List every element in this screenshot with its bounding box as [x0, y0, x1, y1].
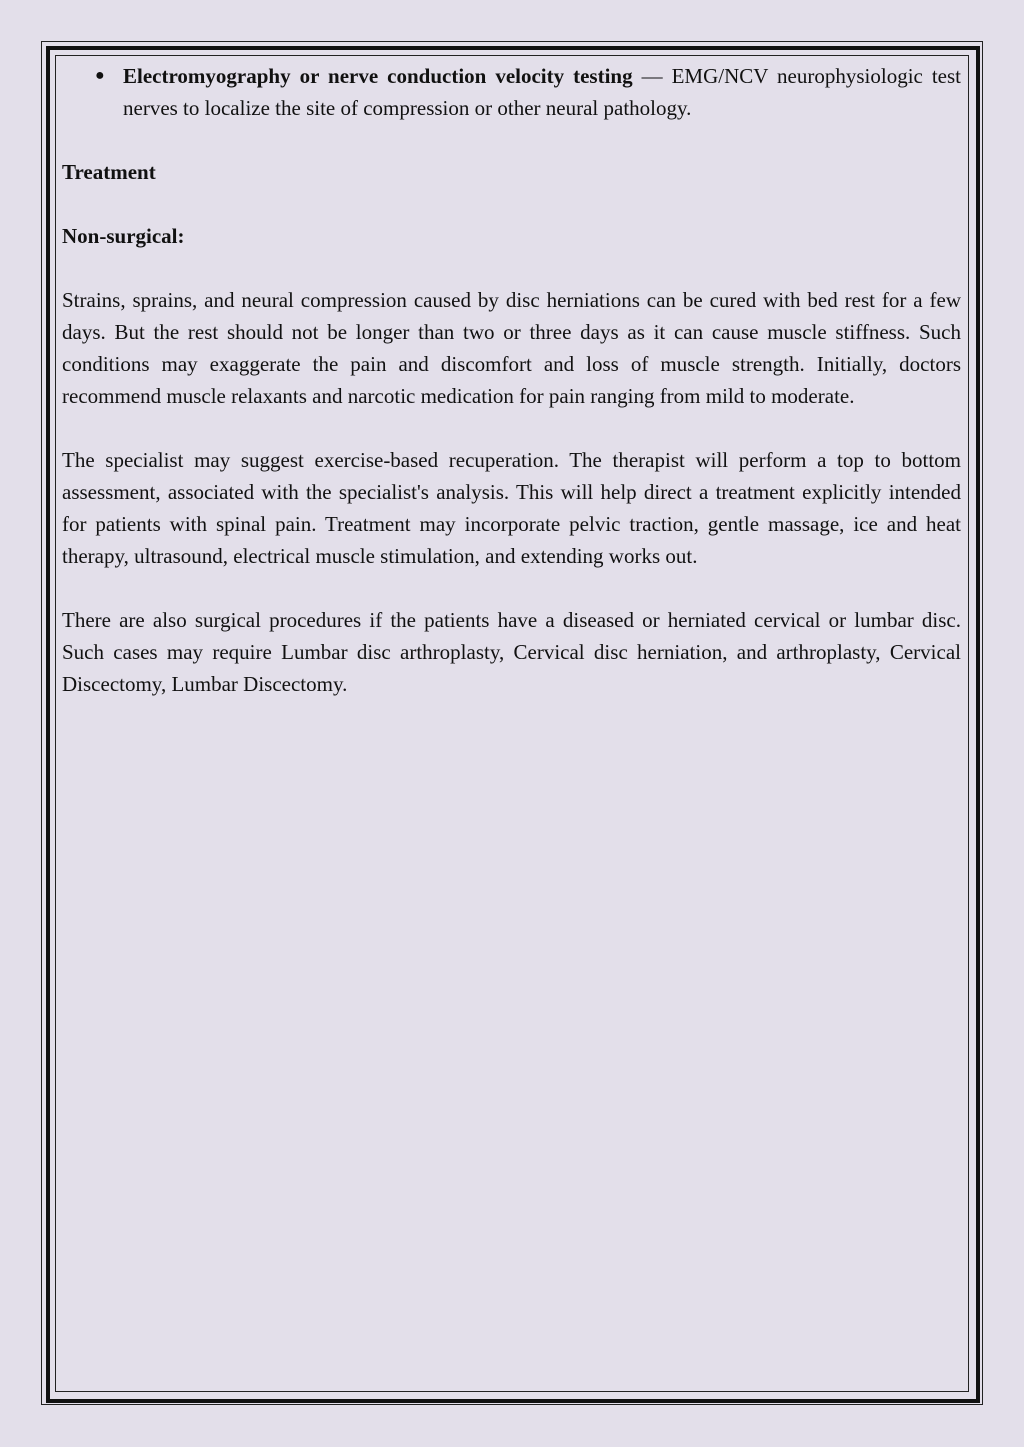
list-item-emg	[62, 60, 961, 124]
bullet-text: EMG/NCV neurophysiologic test nerves to localize the site of compression or other neural pathology.	[123, 64, 962, 120]
paragraph-surgical: There are also surgical procedures if the patients have a diseased or herniated cervical or lumbar disc. Such cases may require Lumbar disc arthroplasty, Cervical disc herniation, and arthroplasty, Cervical Discectomy, Lumbar Discectomy.	[62, 608, 961, 696]
treatment-heading: Treatment	[62, 160, 156, 184]
paragraph-exercise: The specialist may suggest exercise-based recuperation. The therapist will perform a top to bottom assessment, associated with the specialist's analysis. This will help direct a treatment explicitly intended for patients with spinal pain. Treatment may incorporate pelvic traction, gentle massage, ice and heat therapy, ultrasound, electrical muscle stimulation, and extending works out.	[62, 448, 961, 568]
bullet-icon: ●	[95, 67, 105, 84]
non-surgical-heading: Non-surgical:	[62, 224, 185, 248]
page-content	[62, 60, 961, 700]
paragraph-bed-rest: Strains, sprains, and neural compression caused by disc herniations can be cured with bed rest for a few days. But the rest should not be longer than two or three days as it can cause muscle stiffness. Such conditions may exaggerate the pain and discomfort and loss of muscle strength. Initially, doctors recommend muscle relaxants and narcotic medication for pain ranging from mild to moderate.	[62, 288, 961, 408]
bullet-term: Electromyography or nerve conduction velocity testing	[123, 64, 633, 88]
bullet-separator: —	[632, 64, 672, 88]
